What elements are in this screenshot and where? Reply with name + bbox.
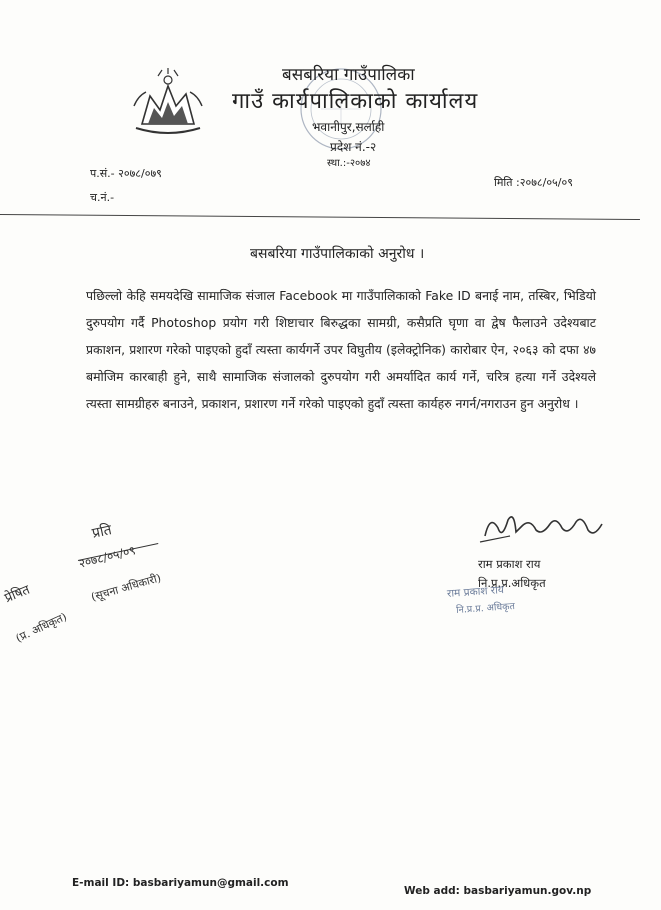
handwritten-note-preshit: प्रेषित	[2, 582, 33, 607]
letterhead-municipality-name: बसबरिया गाउँपालिका	[282, 65, 415, 85]
letter-date: मिति :२०७८/०५/०९	[494, 176, 573, 189]
handwritten-note-prati: प्रति	[90, 522, 114, 542]
header-divider	[0, 214, 640, 220]
letterhead-office-name: गाउँ कार्यपालिकाको कार्यालय	[232, 89, 479, 114]
signatory-stamp-name: राम प्रकाश राय	[446, 584, 505, 600]
footer-website: Web add: basbariyamun.gov.np	[404, 885, 592, 897]
dispatch-number: च.नं.-	[90, 191, 115, 204]
handwritten-note-officer: (प्र. अधिकृत)	[13, 610, 69, 645]
signatory-name: राम प्रकाश राय	[478, 557, 541, 571]
letterhead-established: स्था.:-२०७४	[327, 158, 371, 169]
letterhead-province: प्रदेश नं.-२	[330, 140, 377, 154]
letterhead-address: भवानीपुर,सर्लाही	[312, 120, 385, 134]
letter-body: पछिल्लो केहि समयदेखि सामाजिक संजाल Facebook मा गाउँपालिकाको Fake ID बनाई नाम, तस्बिर, भिडियो दुरुपयोग गर्दै Photoshop प्रयोग गरी शिष्टाचार बिरुद्धका सामग्री, कसैप्रति घृणा वा द्वेष फैलाउने उदेश्यबाट प्रकाशन, प्रशारण गरेको पाइएको हुदाँ त्यस्ता कार्यगर्ने उपर विघुतीय (इलेक्ट्रोनिक) कारोबार ऐन, २०६३ को दफा ४७ बमोजिम कारबाही हुने, साथै सामाजिक संजालको दुरुपयोग गरी अमर्यादित कार्य गर्ने, चरित्र हत्या गर्ने उदेश्यले त्यस्ता सामग्रीहरु बनाउने, प्रकाशन, प्रशारण गर्ने गरेको पाइएको हुदाँ त्यस्ता कार्यहरु नगर्न/नगराउन हुन अनुरोध ।	[86, 288, 596, 411]
reference-number: प.सं.- २०७८/०७९	[90, 167, 162, 180]
handwritten-note-date: २०७८/०५/०९	[77, 543, 137, 571]
signatory-designation: नि.प्र.प्र.अधिकृत	[478, 576, 546, 590]
signatory-stamp-designation: नि.प्र.प्र. अधिकृत	[455, 600, 516, 617]
footer-email: E-mail ID: basbariyamun@gmail.com	[72, 877, 289, 889]
letter-subject: बसबरिया गाउँपालिकाको अनुरोध ।	[250, 246, 425, 262]
government-emblem	[128, 66, 208, 136]
handwritten-note-info-officer: (सूचना अधिकारी)	[89, 571, 163, 604]
signature-scribble	[470, 506, 620, 551]
